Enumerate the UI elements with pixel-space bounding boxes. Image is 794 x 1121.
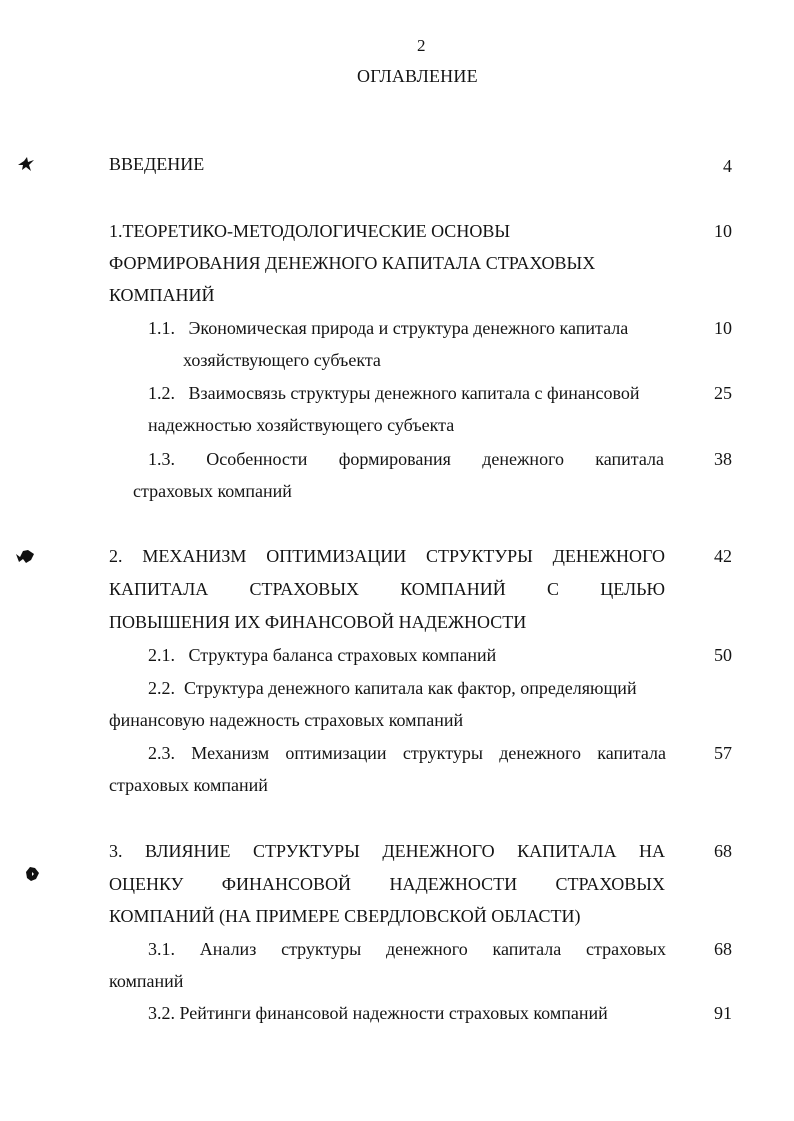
toc-entry-intro[interactable]: ВВЕДЕНИЕ	[109, 154, 205, 174]
ink-blot-icon	[22, 864, 42, 884]
toc-section-3-2[interactable]: 3.2. Рейтинги финансовой надежности страховых компаний	[148, 1003, 608, 1023]
toc-page-chapter-2: 42	[714, 546, 732, 566]
page-title: ОГЛАВЛЕНИЕ	[357, 66, 478, 86]
toc-chapter-3-line-2[interactable]: ОЦЕНКУ ФИНАНСОВОЙ НАДЕЖНОСТИ СТРАХОВЫХ	[109, 874, 665, 894]
toc-page-chapter-1: 10	[714, 221, 732, 241]
toc-section-1-3-cont[interactable]: страховых компаний	[133, 481, 292, 501]
toc-page-intro: 4	[723, 156, 732, 176]
toc-section-3-1-cont[interactable]: компаний	[109, 971, 184, 991]
toc-section-1-2[interactable]: 1.2. Взаимосвязь структуры денежного капитала с финансовой	[148, 383, 640, 403]
toc-page-section-3-2: 91	[714, 1003, 732, 1023]
toc-chapter-3-line-1[interactable]: 3. ВЛИЯНИЕ СТРУКТУРЫ ДЕНЕЖНОГО КАПИТАЛА НА	[109, 841, 665, 861]
toc-section-2-2[interactable]: 2.2. Структура денежного капитала как фактор, определяющий	[148, 678, 637, 698]
toc-chapter-1-line-2[interactable]: ФОРМИРОВАНИЯ ДЕНЕЖНОГО КАПИТАЛА СТРАХОВЫХ	[109, 253, 596, 273]
toc-page-section-1-2: 25	[714, 383, 732, 403]
toc-page-section-3-1: 68	[714, 939, 732, 959]
page-number: 2	[417, 36, 426, 55]
toc-section-2-1[interactable]: 2.1. Структура баланса страховых компаний	[148, 645, 497, 665]
ink-blot-icon	[16, 156, 36, 172]
toc-page-chapter-3: 68	[714, 841, 732, 861]
toc-section-1-1[interactable]: 1.1. Экономическая природа и структура денежного капитала	[148, 318, 629, 338]
toc-section-1-3[interactable]: 1.3. Особенности формирования денежного капитала	[148, 449, 664, 469]
ink-blot-icon	[14, 548, 36, 566]
toc-section-2-3[interactable]: 2.3. Механизм оптимизации структуры денежного капитала	[148, 743, 666, 763]
toc-section-3-1[interactable]: 3.1. Анализ структуры денежного капитала страховых	[148, 939, 666, 959]
toc-section-1-2-cont[interactable]: надежностью хозяйствующего субъекта	[148, 415, 455, 435]
toc-chapter-3-line-3[interactable]: КОМПАНИЙ (НА ПРИМЕРЕ СВЕРДЛОВСКОЙ ОБЛАСТИ)	[109, 906, 581, 926]
toc-page-section-2-3: 57	[714, 743, 732, 763]
toc-chapter-2-line-2[interactable]: КАПИТАЛА СТРАХОВЫХ КОМПАНИЙ С ЦЕЛЬЮ	[109, 579, 665, 599]
toc-page-section-1-1: 10	[714, 318, 732, 338]
toc-page-section-2-1: 50	[714, 645, 732, 665]
toc-chapter-1-line-1[interactable]: 1.ТЕОРЕТИКО-МЕТОДОЛОГИЧЕСКИЕ ОСНОВЫ	[109, 221, 511, 241]
toc-section-2-3-cont[interactable]: страховых компаний	[109, 775, 268, 795]
toc-chapter-2-line-1[interactable]: 2. МЕХАНИЗМ ОПТИМИЗАЦИИ СТРУКТУРЫ ДЕНЕЖНОГО	[109, 546, 665, 566]
toc-chapter-2-line-3[interactable]: ПОВЫШЕНИЯ ИХ ФИНАНСОВОЙ НАДЕЖНОСТИ	[109, 612, 527, 632]
toc-section-2-2-cont[interactable]: финансовую надежность страховых компаний	[109, 710, 464, 730]
toc-page-section-1-3: 38	[714, 449, 732, 469]
toc-chapter-1-line-3[interactable]: КОМПАНИЙ	[109, 285, 215, 305]
toc-section-1-1-cont[interactable]: хозяйствующего субъекта	[183, 350, 381, 370]
